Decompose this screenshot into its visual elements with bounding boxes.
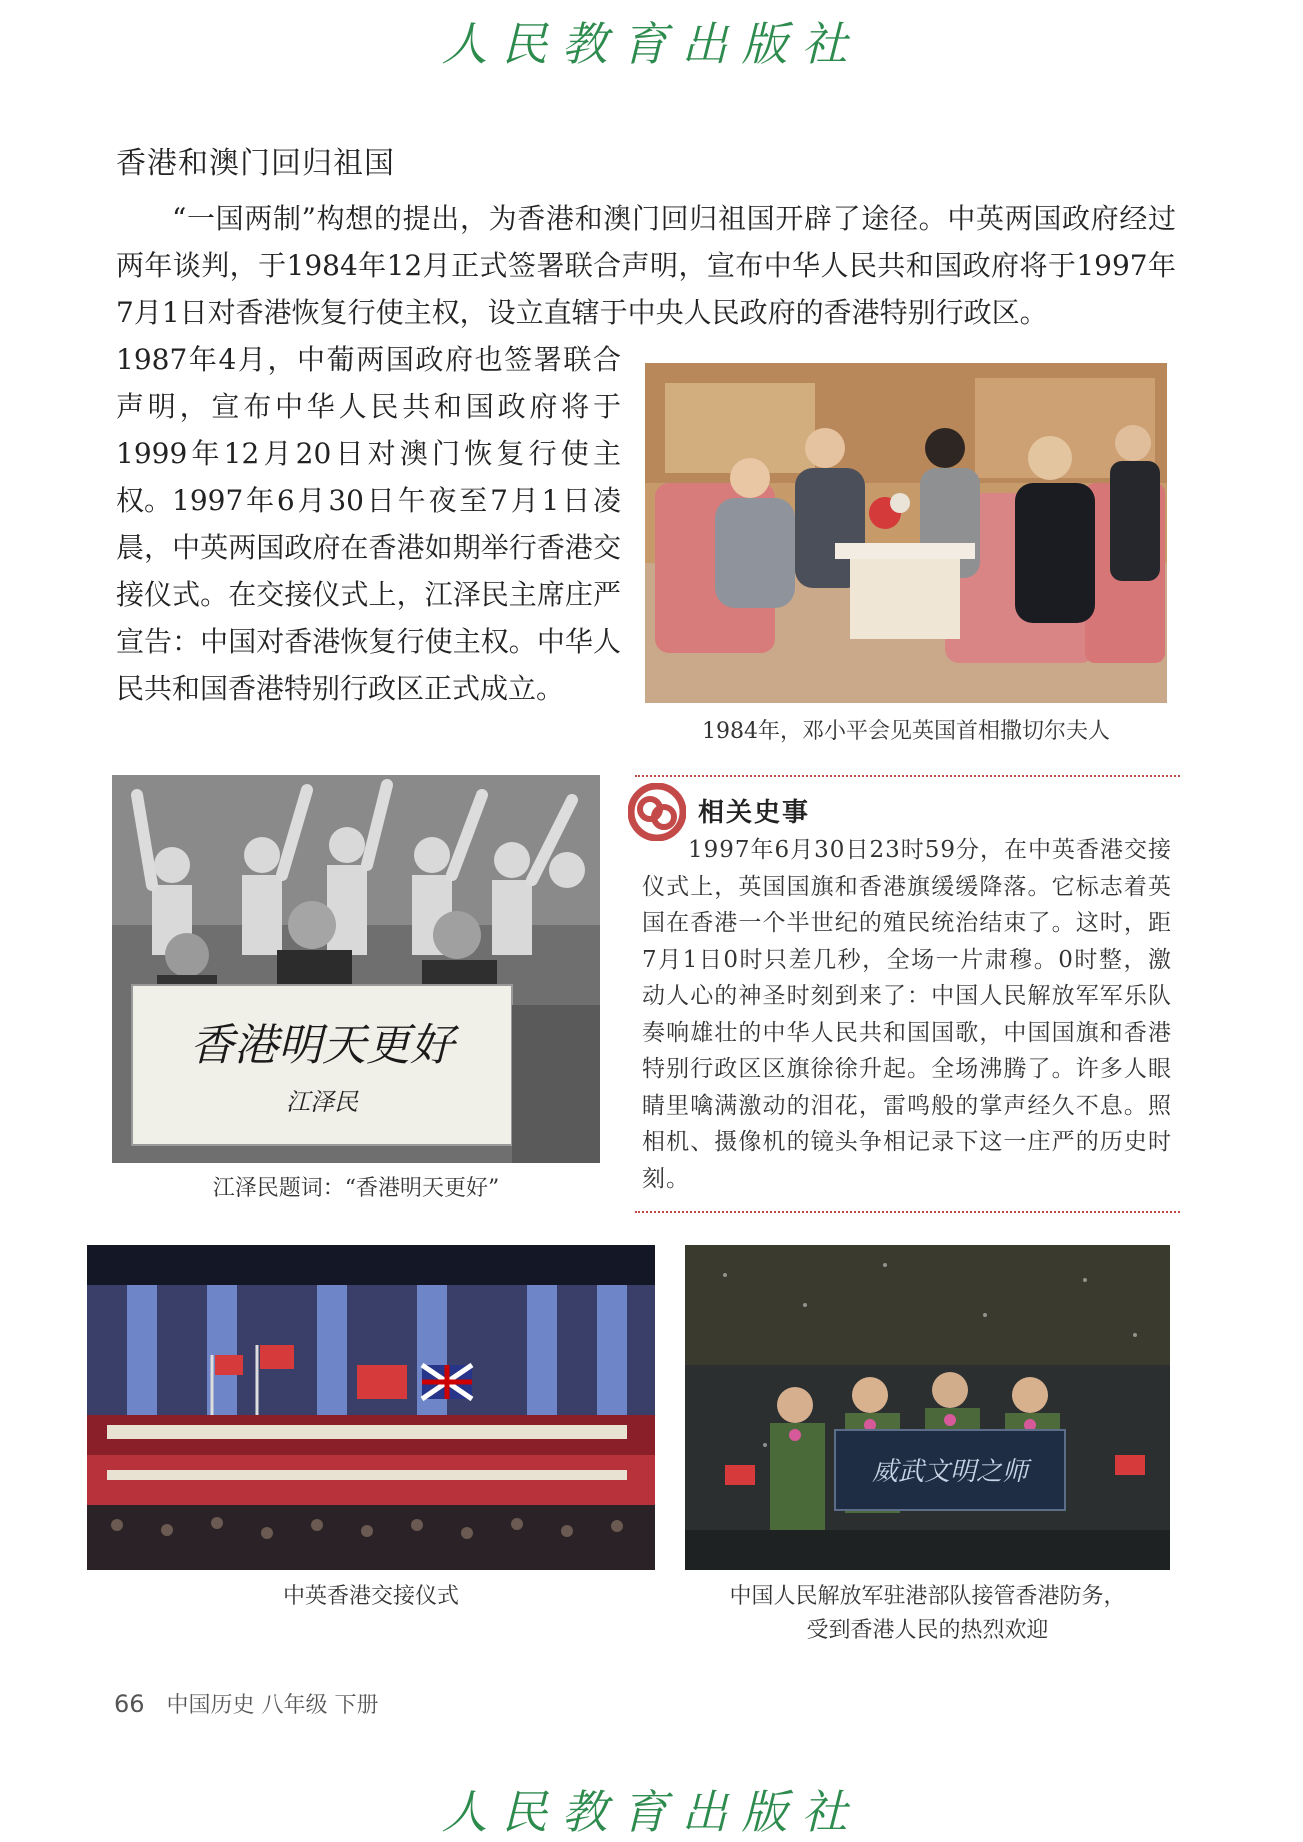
photo-ceremony-caption: 中英香港交接仪式	[282, 1584, 459, 1609]
photo-inscription	[112, 775, 600, 1163]
paragraph-1: “一国两制”构想的提出，为香港和澳门回归祖国开辟了途径。中英两国政府经过两年谈判，于1984年12月正式签署联合声明，宣布中华人民共和国政府将于1997年7月1日对香港恢复行使主权，设立直辖于中央人民政府的香港特别行政区。	[116, 202, 1176, 329]
pla-banner-text: 威武文明之师	[871, 1457, 1029, 1487]
inscription-banner-text: 香港明天更好	[190, 1020, 454, 1071]
publisher-logo-bottom: 人民教育出版社	[441, 1785, 862, 1839]
photo-meeting-caption: 1984年，邓小平会见英国首相撒切尔夫人	[702, 719, 1110, 744]
paragraph-3: 1997年6月30日午夜至7月1日凌晨，中英两国政府在香港如期举行香港交接仪式。在交接仪式上，江泽民主席庄严宣告：中国对香港恢复行使主权。中华人民共和国香港特别行政区正式成立。	[116, 484, 621, 705]
related-box-top-rule	[635, 775, 1180, 777]
photo-pla-caption-line1: 中国人民解放军驻港部队接管香港防务，	[729, 1584, 1126, 1609]
related-box-text: 1997年6月30日23时59分，在中英香港交接仪式上，英国国旗和香港旗缓缓降落。它标志着英国在香港一个半世纪的殖民统治结束了。这时，距7月1日0时只差几秒，全场一片肃穆。0时整，激动人心的神圣时刻到来了：中国人民解放军军乐队奏响雄壮的中华人民共和国国歌，中国国旗和香港特别行政区区旗徐徐升起。全场沸腾了。许多人眼睛里噙满激动的泪花，雷鸣般的掌声经久不息。照相机、摄像机的镜头争相记录下这一庄严的历史时刻。	[642, 837, 1172, 1192]
section-title: 香港和澳门回归祖国	[116, 146, 395, 181]
related-box-bottom-rule	[635, 1211, 1180, 1213]
page-footer	[114, 1688, 379, 1719]
photo-pla-caption	[685, 1580, 1170, 1648]
paragraph-2: 1987年4月，中葡两国政府也签署联合声明，宣布中华人民共和国政府将于1999年12月20日对澳门恢复行使主权。	[116, 343, 621, 517]
photo-meeting	[645, 363, 1167, 703]
photo-pla-welcome	[685, 1245, 1170, 1570]
related-box-title: 相关史事	[698, 798, 811, 828]
photo-ceremony	[87, 1245, 655, 1570]
publisher-logo-top: 人民教育出版社	[441, 17, 862, 71]
book-title: 中国历史 八年级 下册	[166, 1693, 379, 1718]
inscription-signature: 江泽民	[286, 1088, 358, 1116]
photo-inscription-caption: 江泽民题词：“香港明天更好”	[212, 1176, 500, 1201]
photo-pla-caption-line2: 受到香港人民的热烈欢迎	[806, 1618, 1049, 1643]
page-number: 66	[114, 1690, 145, 1718]
